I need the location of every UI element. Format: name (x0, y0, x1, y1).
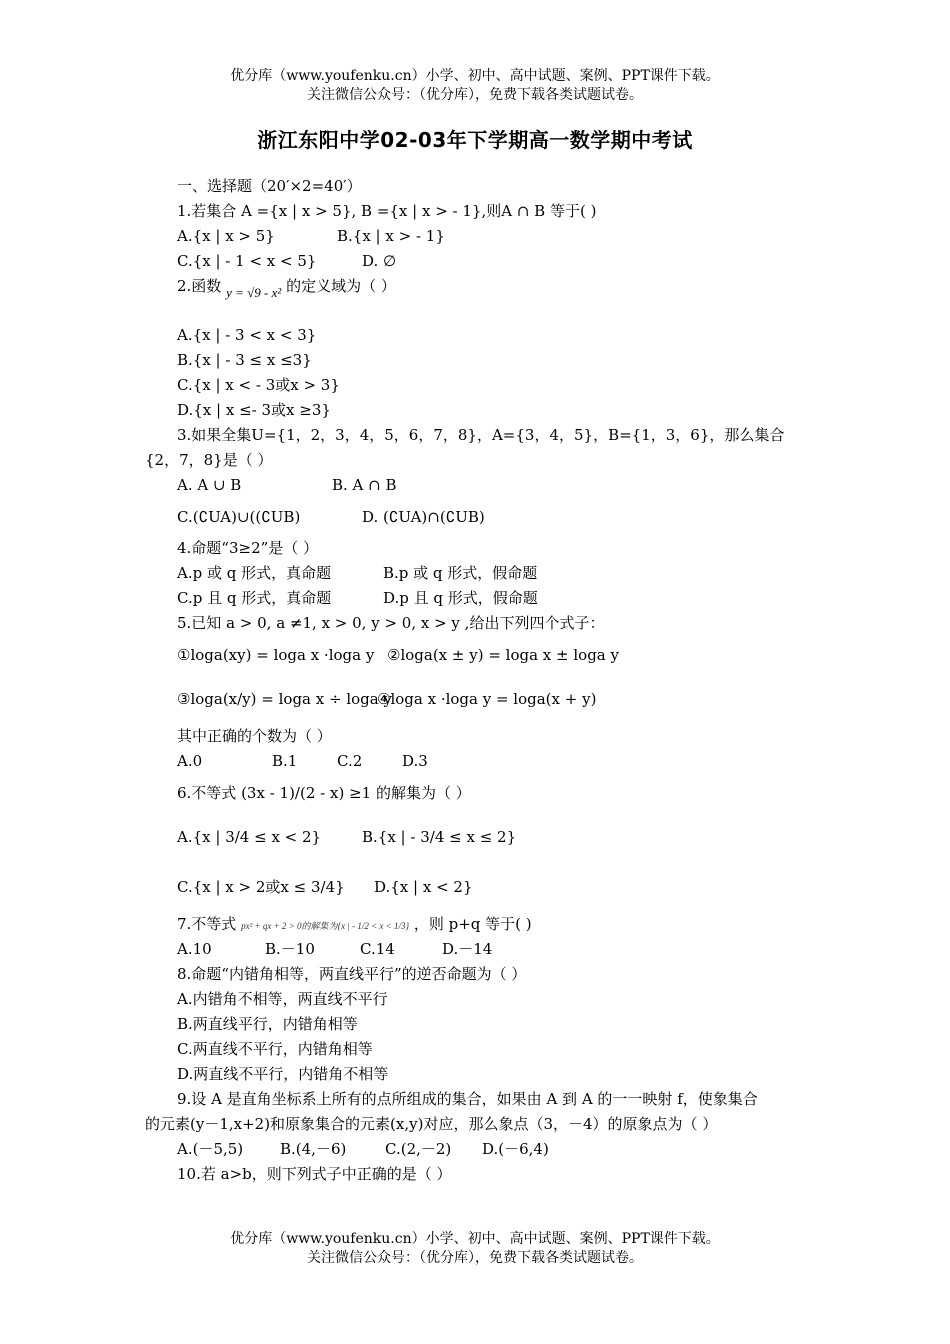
q5-option-d: D.3 (402, 752, 428, 770)
q2-stem-post: 的定义域为（ ） (286, 277, 396, 295)
q9-option-c: C.(2,－2) (385, 1140, 452, 1158)
q7-option-b: B.－10 (265, 940, 315, 958)
footer-line-2: 关注微信公众号：（优分库），免费下载各类试题试卷。 (307, 1250, 643, 1266)
q4-stem: 4.命题“3≥2”是（ ） (177, 539, 319, 557)
q2-stem-pre: 2.函数 (177, 277, 222, 295)
q7-stem-post: ，则 p+q 等于( ) (413, 915, 532, 933)
q3-options-row2 (145, 498, 815, 536)
q3-option-b: B. A ∩ B (332, 476, 397, 494)
page-footer (0, 1230, 950, 1268)
q7-stem (145, 912, 815, 937)
q5-option-b: B.1 (272, 752, 298, 770)
q9-options (145, 1137, 815, 1162)
q5-formula-4: ④loga x ·loga y = loga(x + y) (377, 690, 597, 708)
q1-options-row1 (145, 224, 815, 249)
q6-options-row2 (145, 862, 815, 912)
q6-stem: 6.不等式 (3x - 1)/(2 - x) ≥1 的解集为（ ） (177, 784, 471, 802)
q3-option-d: D. (∁UA)∩(∁UB) (362, 508, 485, 526)
page-header (0, 67, 950, 105)
q7-stem-pre: 7.不等式 (177, 915, 237, 933)
q5-option-a: A.0 (177, 752, 203, 770)
q4-option-c: C.p 且 q 形式，真命题 (177, 589, 332, 607)
q6-option-b: B.{x | - 3/4 ≤ x ≤ 2} (362, 828, 517, 846)
q4-option-b: B.p 或 q 形式，假命题 (383, 564, 538, 582)
q7-option-d: D.－14 (442, 940, 493, 958)
q6-options-row1 (145, 812, 815, 862)
q7-options (145, 937, 815, 962)
q2-formula: y = √9 - x² (226, 285, 282, 300)
q1-stem: 1.若集合 A ={x | x > 5}, B ={x | x > - 1},则A ∩ B 等于( ) (177, 202, 597, 220)
q5-formula-3: ③loga(x/y) = loga x ÷ loga y (177, 690, 392, 708)
exam-title: 浙江东阳中学02-03年下学期高一数学期中考试 (257, 128, 693, 152)
q1-option-b: B.{x | x > - 1} (337, 227, 445, 245)
q2-option-a: A.{x | - 3 < x < 3} (177, 326, 317, 344)
q1-option-a: A.{x | x > 5} (177, 227, 275, 245)
spacer (145, 299, 815, 323)
q8-stem: 8.命题“内错角相等，两直线平行”的逆否命题为（ ） (177, 965, 527, 983)
q7-option-c: C.14 (360, 940, 395, 958)
q7-option-a: A.10 (177, 940, 212, 958)
header-line-2: 关注微信公众号：（优分库），免费下载各类试题试卷。 (307, 87, 643, 103)
q2-option-b: B.{x | - 3 ≤ x ≤3} (177, 351, 312, 369)
q3-options-row1 (145, 473, 815, 498)
q9-option-d: D.(－6,4) (482, 1140, 549, 1158)
q2-option-c: C.{x | x < - 3或x > 3} (177, 376, 340, 394)
q4-option-d: D.p 且 q 形式，假命题 (383, 589, 538, 607)
q5-option-c: C.2 (337, 752, 363, 770)
q4-options-row2 (145, 586, 815, 611)
q5-options (145, 749, 815, 774)
q5-stem: 5.已知 a > 0, a ≠1, x > 0, y > 0, x > y ,给出下列四个式子： (177, 614, 605, 632)
q6-option-d: D.{x | x < 2} (374, 878, 473, 896)
q9-option-b: B.(4,－6) (280, 1140, 347, 1158)
q4-option-a: A.p 或 q 形式，真命题 (177, 564, 332, 582)
q3-option-a: A. A ∪ B (177, 476, 242, 494)
exam-body (145, 174, 815, 1187)
q5-ask: 其中正确的个数为（ ） (177, 727, 332, 745)
q6-option-a: A.{x | 3/4 ≤ x < 2} (177, 828, 322, 846)
q6-option-c: C.{x | x > 2或x ≤ 3/4} (177, 878, 345, 896)
q2-stem (145, 274, 815, 299)
q5-formula-1: ①loga(xy) = loga x ·loga y (177, 646, 375, 664)
q8-option-b: B.两直线平行，内错角相等 (177, 1015, 358, 1033)
q10-stem: 10.若 a>b，则下列式子中正确的是（ ） (177, 1165, 452, 1183)
q5-formula-2: ②loga(x ± y) = loga x ± loga y (387, 646, 619, 664)
footer-line-1: 优分库（www.youfenku.cn）小学、初中、高中试题、案例、PPT课件下载。 (230, 1231, 720, 1247)
q9-stem-line-2: 的元素(y－1,x+2)和原象集合的元素(x,y)对应，那么象点（3，－4）的原象点为（ ） (145, 1115, 718, 1133)
q7-formula: px² + qx + 2 > 0的解集为{x | - 1/2 < x < 1/3} (241, 921, 410, 931)
q9-stem-line-1: 9.设 A 是直角坐标系上所有的点所组成的集合，如果由 A 到 A 的一一映射 f，使象集合 (177, 1090, 758, 1108)
q3-option-c: C.(∁UA)∪((∁UB) (177, 508, 301, 526)
q5-formulas-row1 (145, 636, 815, 674)
q1-options-row2 (145, 249, 815, 274)
q4-options-row1 (145, 561, 815, 586)
q2-option-d: D.{x | x ≤- 3或x ≥3} (177, 401, 331, 419)
q3-stem-line-2: {2，7，8}是（ ） (145, 451, 273, 469)
q9-option-a: A.(－5,5) (177, 1140, 244, 1158)
q5-formulas-row2 (145, 674, 815, 724)
q3-stem-line-1: 3.如果全集U={1，2，3，4，5，6，7，8}，A={3，4，5}，B={1，3，6}，那么集合 (177, 426, 785, 444)
q8-option-c: C.两直线不平行，内错角相等 (177, 1040, 373, 1058)
section-heading: 一、选择题（20′×2=40′） (177, 177, 362, 195)
q1-option-c: C.{x | - 1 < x < 5} (177, 252, 317, 270)
q8-option-a: A.内错角不相等，两直线不平行 (177, 990, 388, 1008)
header-line-1: 优分库（www.youfenku.cn）小学、初中、高中试题、案例、PPT课件下载。 (230, 68, 720, 84)
q1-option-d: D. ∅ (362, 252, 397, 270)
q8-option-d: D.两直线不平行，内错角不相等 (177, 1065, 389, 1083)
